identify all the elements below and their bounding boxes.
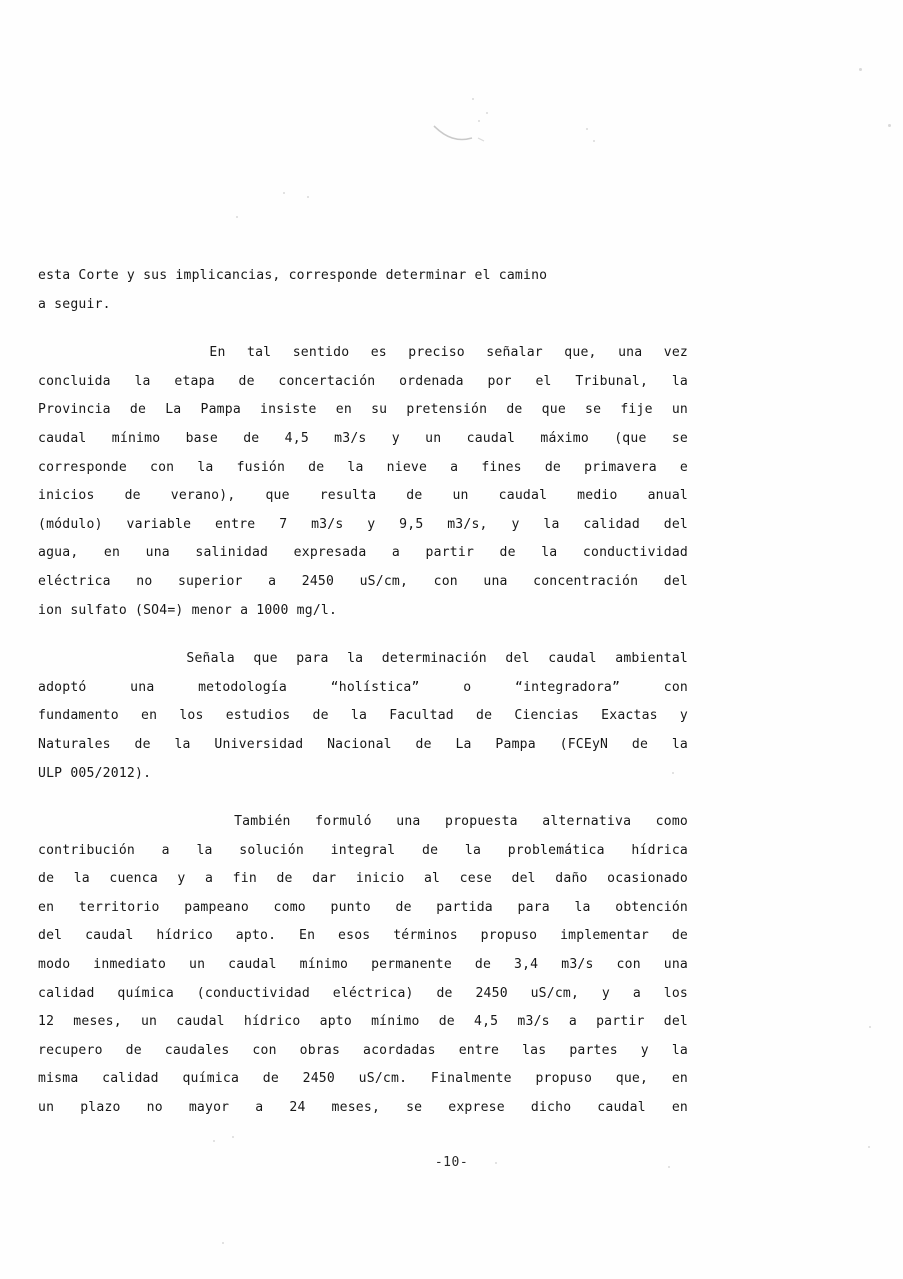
paragraph-line: También formuló una propuesta alternativa como <box>38 814 689 830</box>
scan-speckle <box>586 128 588 130</box>
scan-speckle <box>859 68 862 71</box>
document-body <box>38 262 688 1123</box>
page-number: -10- <box>434 1155 469 1170</box>
scan-speckle <box>213 1140 215 1142</box>
paragraph-line: recupero de caudales con obras acordadas entre las partes y la <box>38 1042 688 1058</box>
scan-speckle <box>307 196 309 198</box>
paragraph-line: (módulo) variable entre 7 m3/s y 9,5 m3/s, y la calidad del <box>38 516 688 532</box>
paragraph-line: inicios de verano), que resulta de un caudal medio anual <box>38 488 688 504</box>
paragraph-line: del caudal hídrico apto. En esos términos propuso implementar de <box>38 928 688 944</box>
paragraph-line: caudal mínimo base de 4,5 m3/s y un caudal máximo (que se <box>38 430 688 446</box>
paragraph-line: Provincia de La Pampa insiste en su pretensión de que se fije un <box>38 402 688 418</box>
scan-speckle <box>283 192 285 194</box>
paragraph <box>38 645 688 788</box>
paragraph-line: esta Corte y sus implicancias, corresponde determinar el camino <box>38 268 548 283</box>
scan-speckle <box>593 140 595 142</box>
paragraph-line: en territorio pampeano como punto de partida para la obtención <box>38 899 688 915</box>
scan-speckle <box>869 1026 871 1028</box>
paragraph-line: a seguir. <box>38 296 111 312</box>
paragraph <box>38 262 688 319</box>
paragraph-line: Señala que para la determinación del caudal ambiental <box>38 651 688 667</box>
paragraph-line: fundamento en los estudios de la Facultad de Ciencias Exactas y <box>38 708 688 724</box>
paragraph-line: adoptó una metodología “holística” o “integradora” con <box>38 679 688 695</box>
paragraph-line: Naturales de la Universidad Nacional de La Pampa (FCEyN de la <box>38 736 688 752</box>
paragraph-line: modo inmediato un caudal mínimo permanente de 3,4 m3/s con una <box>38 957 688 973</box>
paragraph-line: eléctrica no superior a 2450 uS/cm, con una concentración del <box>38 573 688 589</box>
paragraph-line: ion sulfato (SO4=) menor a 1000 mg/l. <box>38 602 338 618</box>
scan-speckle <box>236 216 238 218</box>
paragraph-line: concluida la etapa de concertación ordenada por el Tribunal, la <box>38 373 688 389</box>
paragraph-line: misma calidad química de 2450 uS/cm. Finalmente propuso que, en <box>38 1071 688 1087</box>
paragraph-line: calidad química (conductividad eléctrica) de 2450 uS/cm, y a los <box>38 985 688 1001</box>
stray-pen-mark <box>432 108 502 148</box>
paragraph <box>38 808 688 1123</box>
paragraph-line: contribución a la solución integral de la problemática hídrica <box>38 842 688 858</box>
paragraph <box>38 339 688 625</box>
paragraph-line: un plazo no mayor a 24 meses, se exprese dicho caudal en <box>38 1100 688 1116</box>
scan-speckle <box>232 1136 234 1138</box>
paragraph-line: de la cuenca y a fin de dar inicio al cese del daño ocasionado <box>38 871 688 887</box>
paragraph-line: corresponde con la fusión de la nieve a fines de primavera e <box>38 459 688 475</box>
paragraph-line: En tal sentido es preciso señalar que, una vez <box>38 345 688 361</box>
scan-speckle <box>222 1242 224 1244</box>
scan-speckle <box>868 1146 870 1148</box>
paragraph-line: 12 meses, un caudal hídrico apto mínimo de 4,5 m3/s a partir del <box>38 1014 688 1030</box>
scan-speckle <box>472 98 474 100</box>
scan-speckle <box>888 124 891 127</box>
paragraph-line: ULP 005/2012). <box>38 765 152 781</box>
paragraph-line: agua, en una salinidad expresada a partir de la conductividad <box>38 545 688 561</box>
